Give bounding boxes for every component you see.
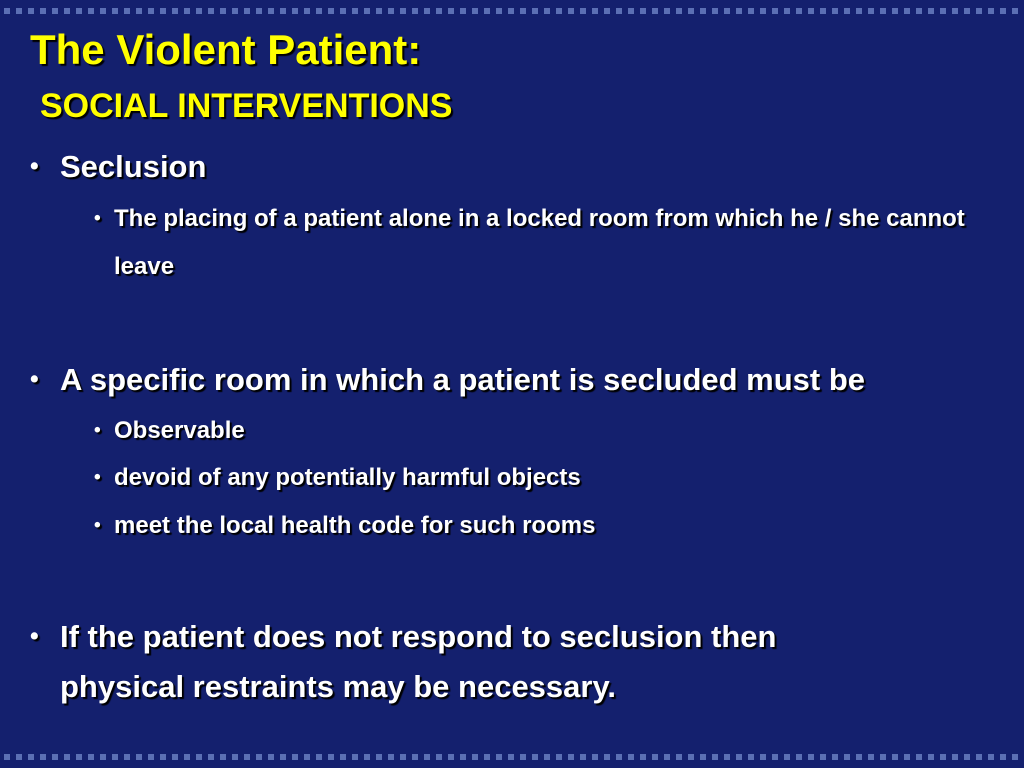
bullet-marker: •	[94, 515, 101, 536]
slide-title: The Violent Patient:	[30, 26, 422, 73]
top-dotted-border	[0, 8, 1024, 14]
bullet-marker: •	[94, 467, 101, 488]
slide-subtitle: SOCIAL INTERVENTIONS	[40, 87, 453, 125]
bullet-marker: •	[94, 208, 101, 229]
sub-bullet-text: The placing of a patient alone in a locked room from which he / she cannot leave	[114, 205, 965, 280]
bullet-text: Seclusion	[60, 149, 207, 184]
bullet-marker: •	[30, 153, 39, 180]
sub-bullet-item	[94, 502, 974, 550]
sub-bullet-text: devoid of any potentially harmful objects	[114, 464, 581, 491]
sub-bullet-text: Observable	[114, 417, 245, 444]
bullet-text: A specific room in which a patient is secluded must be	[60, 362, 866, 397]
bullet-item	[30, 142, 930, 192]
bullet-item	[30, 355, 970, 405]
bullet-marker: •	[30, 366, 39, 393]
sub-bullet-item	[94, 407, 974, 455]
bullet-item	[30, 612, 880, 712]
sub-bullet-item	[94, 195, 974, 291]
sub-bullet-item	[94, 454, 974, 502]
bullet-marker: •	[94, 420, 101, 441]
bullet-text: If the patient does not respond to seclusion then physical restraints may be necessary.	[60, 619, 777, 704]
sub-bullet-text: meet the local health code for such rooms	[114, 512, 596, 539]
bottom-dotted-border	[0, 754, 1024, 760]
bullet-marker: •	[30, 623, 39, 650]
